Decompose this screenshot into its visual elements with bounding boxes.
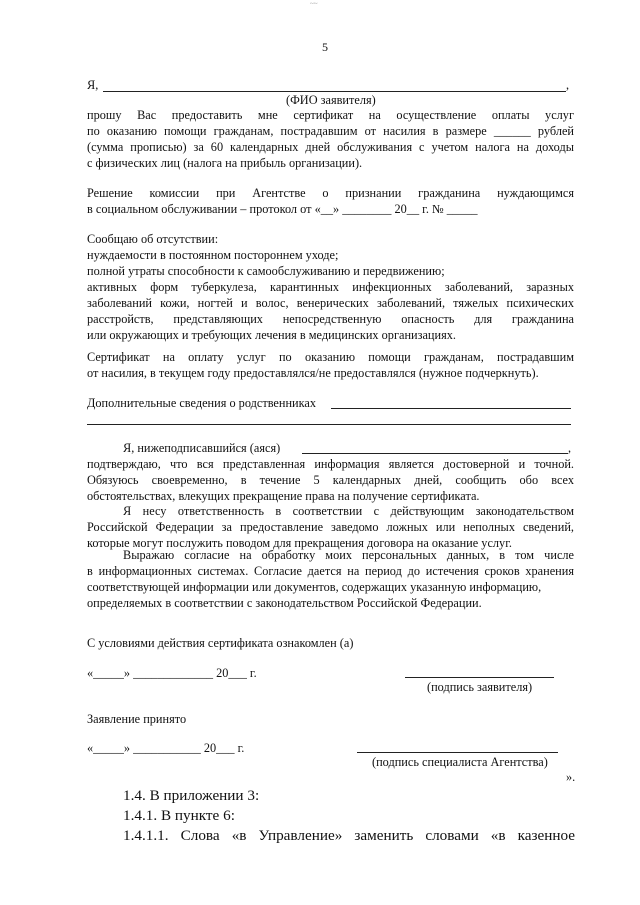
decision-line-1: Решение комиссии при Агентстве о признании гражданина нуждающимся <box>87 186 574 200</box>
applicant-name-field[interactable] <box>103 91 566 92</box>
diseases-line-1: активных форм туберкулеза, карантинных инфекционных заболеваний, заразных <box>87 280 574 294</box>
certificate-line-1: Сертификат на оплату услуг по оказанию помощи гражданам, пострадавшим <box>87 350 574 364</box>
applicant-signature-field[interactable] <box>405 677 554 678</box>
request-line-3: (сумма прописью) за 60 календарных дней обслуживания с учетом налога на доходы <box>87 140 574 154</box>
date-field-applicant[interactable]: «_____» _____________ 20___ г. <box>87 666 257 680</box>
item-1-4: 1.4. В приложении 3: <box>123 787 260 804</box>
certificate-line-2: от насилия, в текущем году предоставлялся/не предоставлялся (нужное подчеркнуть). <box>87 366 539 380</box>
item-1-4-1-1: 1.4.1.1. Слова «в Управление» заменить словами «в казенное <box>123 827 575 844</box>
undersigned-prefix: Я, нижеподписавшийся (аяся) <box>123 441 281 455</box>
absence-item: нуждаемости в постоянном постороннем уходе; <box>87 248 339 262</box>
acquainted-text: С условиями действия сертификата ознакомлен (а) <box>87 636 354 650</box>
applicant-signature-caption: (подпись заявителя) <box>427 680 533 694</box>
consent-line-1: Выражаю согласие на обработку моих персональных данных, в том числе <box>123 548 574 562</box>
responsibility-line-3: которые могут послужить поводом для прекращения договора на оказание услуг. <box>87 536 512 550</box>
responsibility-line-2: Российской Федерации за предоставление заведомо ложных или неполных сведений, <box>87 520 574 534</box>
request-line-4: с физических лиц (налога на прибыль организации). <box>87 156 363 170</box>
date-field-specialist[interactable]: «_____» ___________ 20___ г. <box>87 741 245 755</box>
accepted-text: Заявление принято <box>87 712 187 726</box>
decision-line-2: в социальном обслуживании – протокол от «__» ________ 20__ г. № _____ <box>87 202 478 216</box>
applicant-prefix: Я, <box>87 78 99 92</box>
confirm-line-2: Обязуюсь своевременно, в течение 5 календарных дней, сообщить обо всех <box>87 473 574 487</box>
absence-item: полной утраты способности к самообслуживанию и передвижению; <box>87 264 445 278</box>
closing-mark: ». <box>566 770 576 784</box>
diseases-line-2: заболеваний кожи, ногтей и волос, венерических заболеваний, тяжелых психических <box>87 296 574 310</box>
specialist-signature-field[interactable] <box>357 752 558 753</box>
relatives-field-line-2[interactable] <box>87 424 571 425</box>
item-1-4-1: 1.4.1. В пункте 6: <box>123 807 235 824</box>
request-line-1: прошу Вас предоставить мне сертификат на осуществление оплаты услуг <box>87 108 574 122</box>
request-line-2: по оказанию помощи гражданам, пострадавшим от насилия в размере ______ рублей <box>87 124 574 138</box>
confirm-line-3: обстоятельствах, влекущих прекращение права на получение сертификата. <box>87 489 480 503</box>
applicant-caption: (ФИО заявителя) <box>286 93 376 107</box>
relatives-field[interactable] <box>331 408 571 409</box>
page-number: 5 <box>322 40 328 54</box>
responsibility-line-1: Я несу ответственность в соответствии с действующим законодательством <box>123 504 574 518</box>
consent-line-2: в информационных системах. Согласие дается на период до истечения сроков хранения <box>87 564 574 578</box>
consent-line-3: соответствующей информации или документов, содержащих указанную информацию, <box>87 580 542 594</box>
absence-title: Сообщаю об отсутствии: <box>87 232 219 246</box>
diseases-line-3: расстройств, представляющих непосредственную опасность для гражданина <box>87 312 574 326</box>
undersigned-name-field[interactable] <box>302 453 568 454</box>
undersigned-suffix: , <box>568 441 572 455</box>
consent-line-4: определяемых в соответствии с законодательством Российской Федерации. <box>87 596 482 610</box>
specialist-signature-caption: (подпись специалиста Агентства) <box>372 755 548 769</box>
applicant-suffix: , <box>566 78 570 92</box>
diseases-line-4: или окружающих и требующих лечения в медицинских организациях. <box>87 328 456 342</box>
top-mark: ~~ <box>310 0 318 8</box>
confirm-line-1: подтверждаю, что вся представленная информация является достоверной и точной. <box>87 457 574 471</box>
relatives-label: Дополнительные сведения о родственниках <box>87 396 317 410</box>
